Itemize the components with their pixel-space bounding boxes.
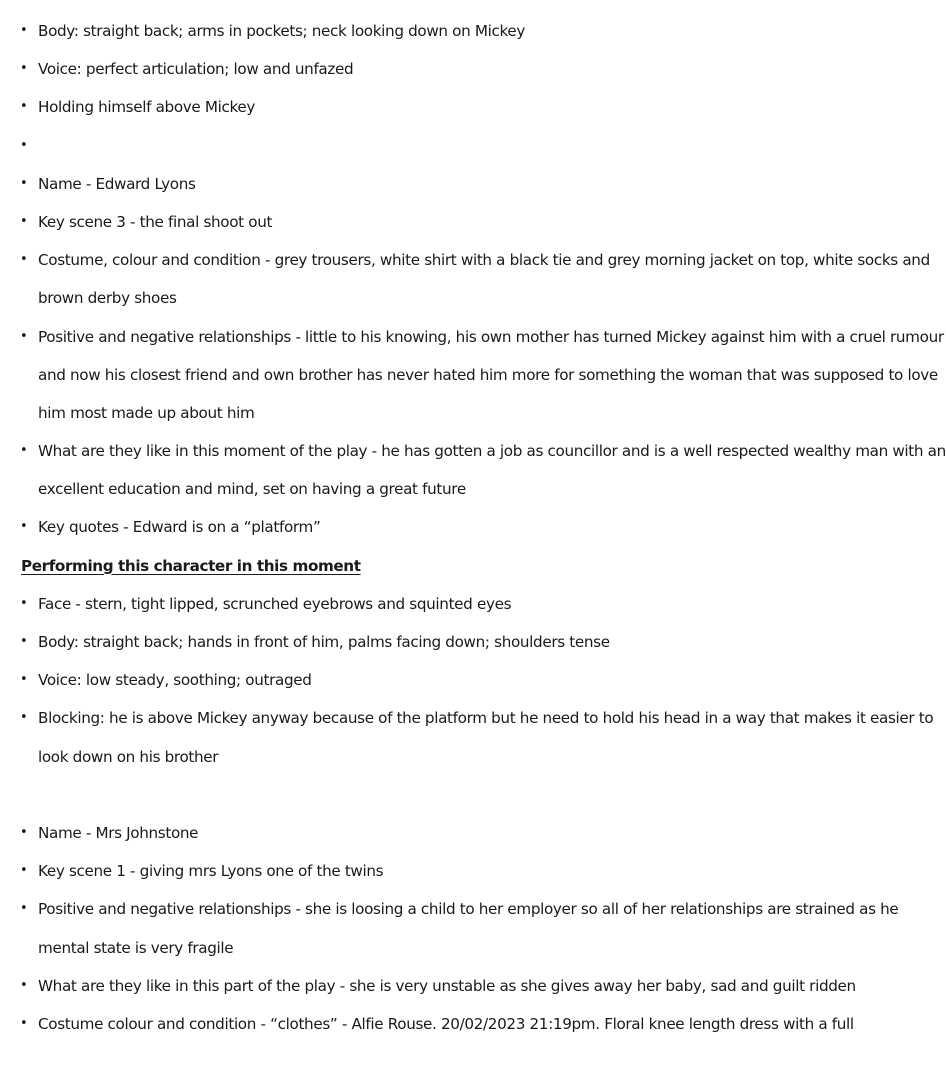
line-text: him most made up about him — [38, 403, 255, 422]
line-text: look down on his brother — [38, 747, 219, 766]
bullet-item — [0, 852, 828, 890]
line-text: and now his closest friend and own brother has never hated him more for something the woman that was supposed to love — [38, 365, 938, 384]
bullet-continuation — [0, 470, 828, 508]
bullet-dot-icon: • — [20, 863, 28, 879]
line-text: Body: straight back; arms in pockets; neck looking down on Mickey — [38, 22, 526, 40]
section-heading — [0, 547, 828, 585]
bullet-continuation — [0, 279, 828, 317]
bullet-dot-icon: • — [20, 901, 28, 917]
bullet-dot-icon: • — [20, 977, 28, 993]
bullet-dot-icon: • — [20, 252, 28, 268]
line-text: Face - stern, tight lipped, scrunched eyebrows and squinted eyes — [38, 594, 512, 613]
line-text: Blocking: he is above Mickey anyway because of the platform but he need to hold his head in a way that makes it easier to — [38, 709, 934, 728]
bullet-item — [0, 661, 828, 699]
line-text: Costume colour and condition - “clothes” - Alfie Rouse. 20/02/2023 21:19pm. Floral knee length dress with a full — [38, 1014, 854, 1033]
bullet-dot-icon: • — [20, 595, 28, 611]
line-text: brown derby shoes — [38, 289, 177, 308]
bullet-item — [0, 50, 828, 88]
bullet-dot-icon: • — [20, 634, 28, 649]
line-text: Body: straight back; hands in front of him, palms facing down; shoulders tense — [38, 633, 610, 651]
bullet-dot-icon: • — [20, 443, 28, 459]
bullet-continuation — [0, 394, 828, 432]
line-text: Positive and negative relationships - little to his knowing, his own mother has turned Mickey against him with a cruel rumour — [38, 327, 944, 346]
bullet-item — [0, 241, 930, 279]
line-text: Performing this character in this moment — [21, 556, 361, 575]
bullet-dot-icon: • — [20, 213, 28, 229]
line-text: Costume, colour and condition - grey trousers, white shirt with a black tie and grey morning jacket on top, white socks and — [38, 251, 930, 270]
bullet-dot-icon: • — [20, 61, 28, 77]
line-text: What are they like in this moment of the play - he has gotten a job as councillor and is a well respected wealthy man with an — [38, 442, 946, 461]
bullet-item — [0, 127, 828, 165]
line-text: Voice: low steady, soothing; outraged — [38, 671, 312, 690]
line-text: Name - Edward Lyons — [38, 174, 196, 193]
bullet-item — [0, 508, 828, 546]
bullet-dot-icon: • — [20, 672, 28, 688]
bullet-item — [0, 165, 828, 203]
bullet-dot-icon: • — [20, 328, 28, 344]
bullet-item — [0, 203, 828, 241]
line-text: Key quotes - Edward is on a “platform” — [38, 518, 321, 537]
bullet-item — [0, 890, 899, 928]
bullet-dot-icon: • — [20, 137, 28, 153]
line-text: Name - Mrs Johnstone — [38, 823, 199, 842]
bullet-item — [0, 318, 944, 356]
bullet-continuation — [0, 929, 828, 967]
bullet-item — [0, 1005, 854, 1043]
bullet-item — [0, 967, 856, 1005]
bullet-dot-icon: • — [20, 1015, 28, 1031]
bullet-continuation — [0, 738, 828, 776]
bullet-item — [0, 623, 828, 661]
bullet-item — [0, 432, 946, 470]
bullet-item — [0, 585, 828, 623]
line-text: mental state is very fragile — [38, 938, 234, 957]
bullet-dot-icon: • — [20, 710, 28, 726]
bullet-item — [0, 814, 828, 852]
bullet-dot-icon: • — [20, 23, 28, 38]
line-text: Key scene 3 - the final shoot out — [38, 212, 273, 231]
bullet-continuation — [0, 356, 938, 394]
bullet-dot-icon: • — [20, 175, 28, 191]
bullet-dot-icon: • — [20, 99, 28, 115]
line-text: Key scene 1 - giving mrs Lyons one of the twins — [38, 862, 384, 881]
bullet-item — [0, 12, 828, 50]
bullet-item — [0, 699, 934, 737]
line-text: excellent education and mind, set on having a great future — [38, 480, 466, 499]
document-body — [0, 12, 946, 1043]
line-text: Holding himself above Mickey — [38, 98, 256, 117]
line-text: Voice: perfect articulation; low and unfazed — [38, 60, 354, 79]
bullet-dot-icon: • — [20, 824, 28, 840]
bullet-item — [0, 88, 828, 126]
line-text: What are they like in this part of the play - she is very unstable as she gives away her baby, sad and guilt ridden — [38, 976, 856, 995]
line-text: Positive and negative relationships - she is loosing a child to her employer so all of her relationships are strained as he — [38, 900, 899, 919]
blank-line — [0, 776, 828, 814]
bullet-dot-icon: • — [20, 519, 28, 535]
